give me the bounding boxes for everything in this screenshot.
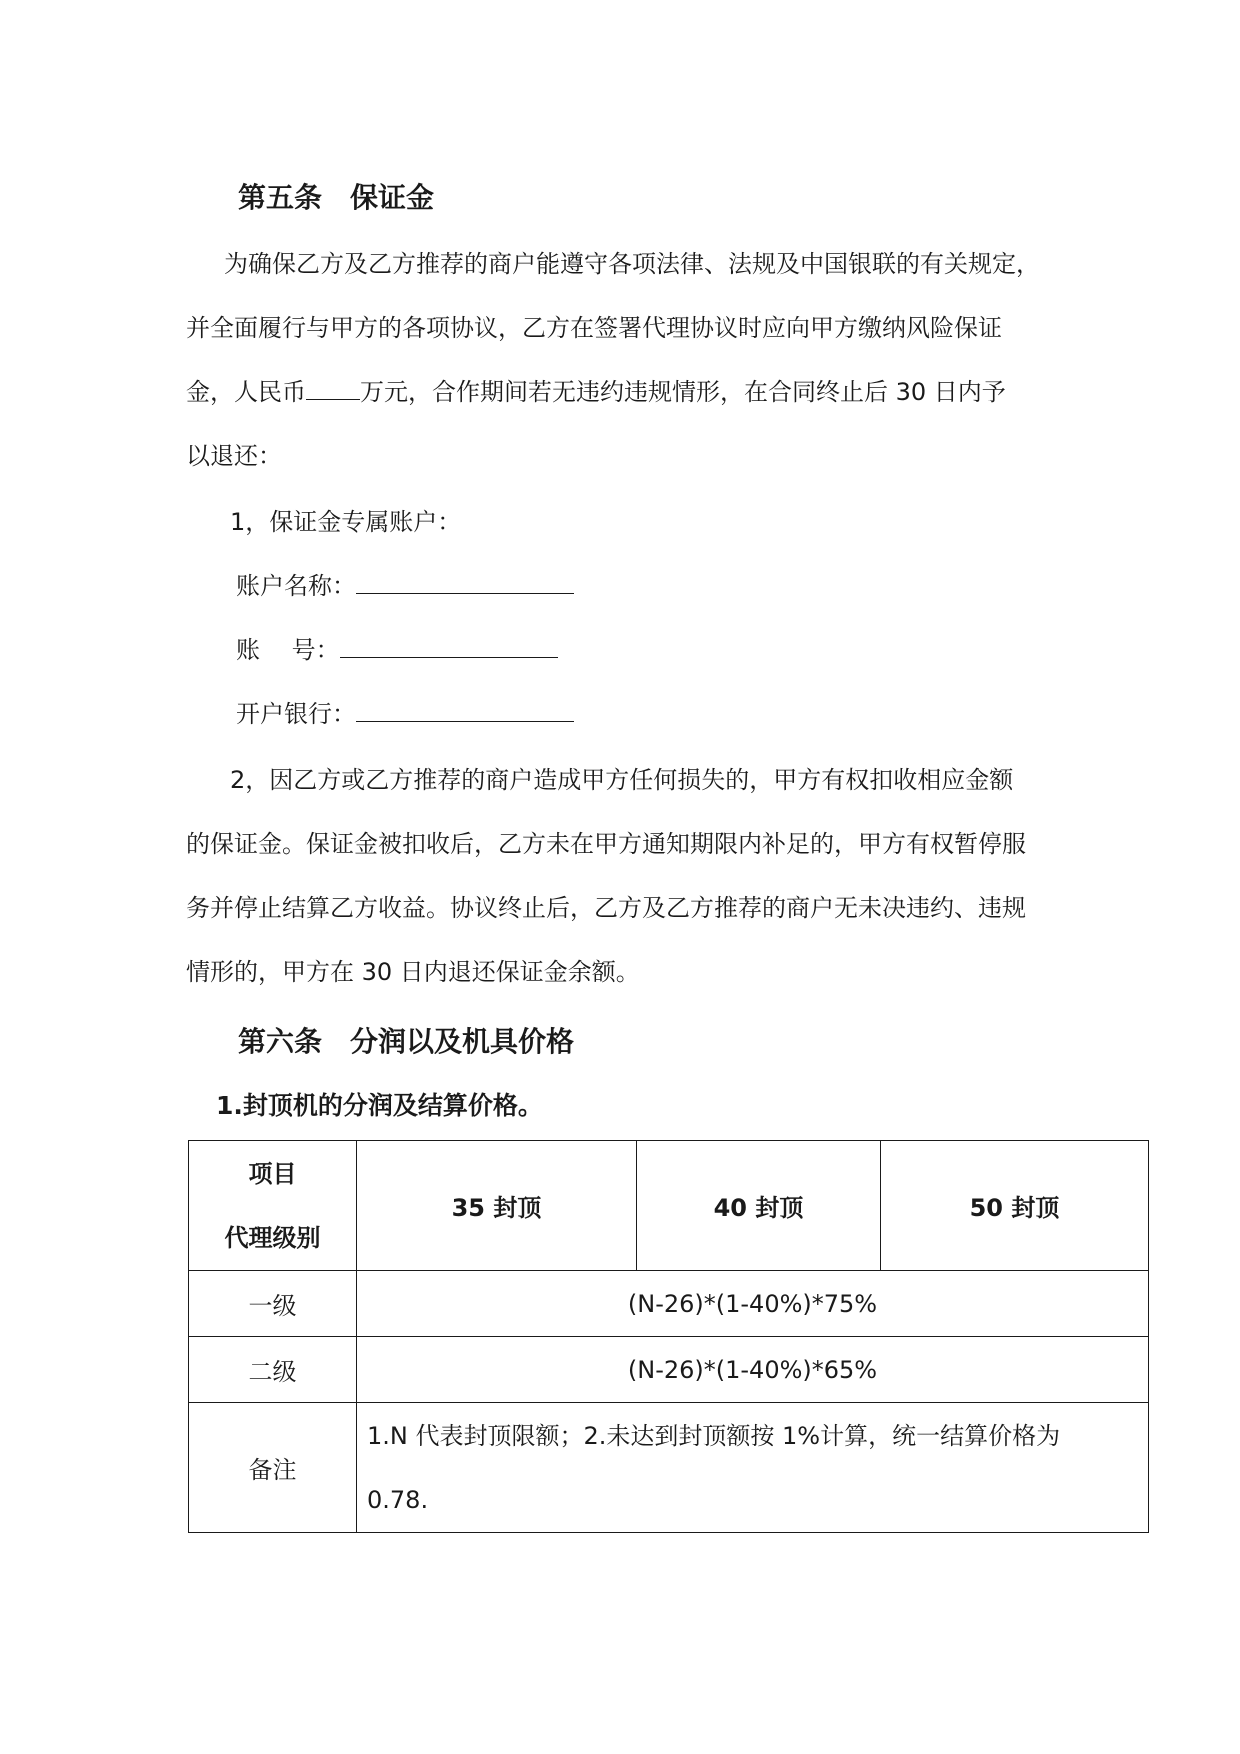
account-name-label: 账户名称： bbox=[236, 572, 356, 600]
row-value-level2: (N-26)*(1-40%)*65% bbox=[357, 1337, 1149, 1403]
bank-blank[interactable] bbox=[356, 701, 574, 722]
row-label-level1: 一级 bbox=[189, 1271, 357, 1337]
table-row bbox=[189, 1271, 1149, 1337]
paragraph-line-4: 以退还： bbox=[186, 442, 282, 470]
price-table bbox=[188, 1140, 1149, 1533]
column-header-50: 50 封顶 bbox=[881, 1141, 1149, 1271]
paragraph-line-3 bbox=[186, 372, 1006, 407]
paragraph-line-2: 并全面履行与甲方的各项协议，乙方在签署代理协议时应向甲方缴纳风险保证 bbox=[186, 314, 1002, 342]
account-name-row bbox=[236, 566, 574, 601]
note-line-2: 0.78. bbox=[367, 1485, 429, 1514]
column-header-40: 40 封顶 bbox=[637, 1141, 881, 1271]
note-line-1: 1.N 代表封顶限额；2.未达到封顶额按 1%计算，统一结算价格为 bbox=[367, 1421, 1061, 1450]
section6-heading: 第六条 分润以及机具价格 bbox=[238, 1025, 575, 1058]
paragraph-line-1: 为确保乙方及乙方推荐的商户能遵守各项法律、法规及中国银联的有关规定， bbox=[224, 250, 1040, 278]
section6-subheading: 1.封顶机的分润及结算价格。 bbox=[216, 1091, 543, 1120]
amount-blank[interactable] bbox=[306, 379, 360, 400]
account-name-blank[interactable] bbox=[356, 573, 574, 594]
item2-line-2: 的保证金。保证金被扣收后，乙方未在甲方通知期限内补足的，甲方有权暂停服 bbox=[186, 830, 1026, 858]
paragraph-line-3-part2: 万元，合作期间若无违约违规情形，在合同终止后 30 日内予 bbox=[360, 378, 1006, 406]
row-label-level2: 二级 bbox=[189, 1337, 357, 1403]
bank-row bbox=[236, 694, 574, 729]
item2-line-1: 2，因乙方或乙方推荐的商户造成甲方任何损失的，甲方有权扣收相应金额 bbox=[230, 766, 1014, 794]
item1-title: 1，保证金专属账户： bbox=[230, 508, 462, 536]
row-value-level1: (N-26)*(1-40%)*75% bbox=[357, 1271, 1149, 1337]
note-content bbox=[357, 1403, 1149, 1533]
column-header-35: 35 封顶 bbox=[357, 1141, 637, 1271]
header-corner-cell bbox=[189, 1141, 357, 1271]
item2-line-3: 务并停止结算乙方收益。协议终止后，乙方及乙方推荐的商户无未决违约、违规 bbox=[186, 894, 1026, 922]
header-level-label: 代理级别 bbox=[224, 1223, 321, 1252]
table-note-row bbox=[189, 1403, 1149, 1533]
paragraph-line-3-part1: 金，人民币 bbox=[186, 378, 306, 406]
account-number-label: 账 号： bbox=[236, 636, 340, 664]
note-label: 备注 bbox=[189, 1403, 357, 1533]
table-row bbox=[189, 1337, 1149, 1403]
item2-line-4: 情形的，甲方在 30 日内退还保证金余额。 bbox=[186, 958, 640, 986]
account-number-row bbox=[236, 630, 558, 665]
bank-label: 开户银行： bbox=[236, 700, 356, 728]
section5-heading: 第五条 保证金 bbox=[238, 181, 435, 214]
account-number-blank[interactable] bbox=[340, 637, 558, 658]
table-header-row bbox=[189, 1141, 1149, 1271]
header-item-label: 项目 bbox=[248, 1159, 297, 1188]
